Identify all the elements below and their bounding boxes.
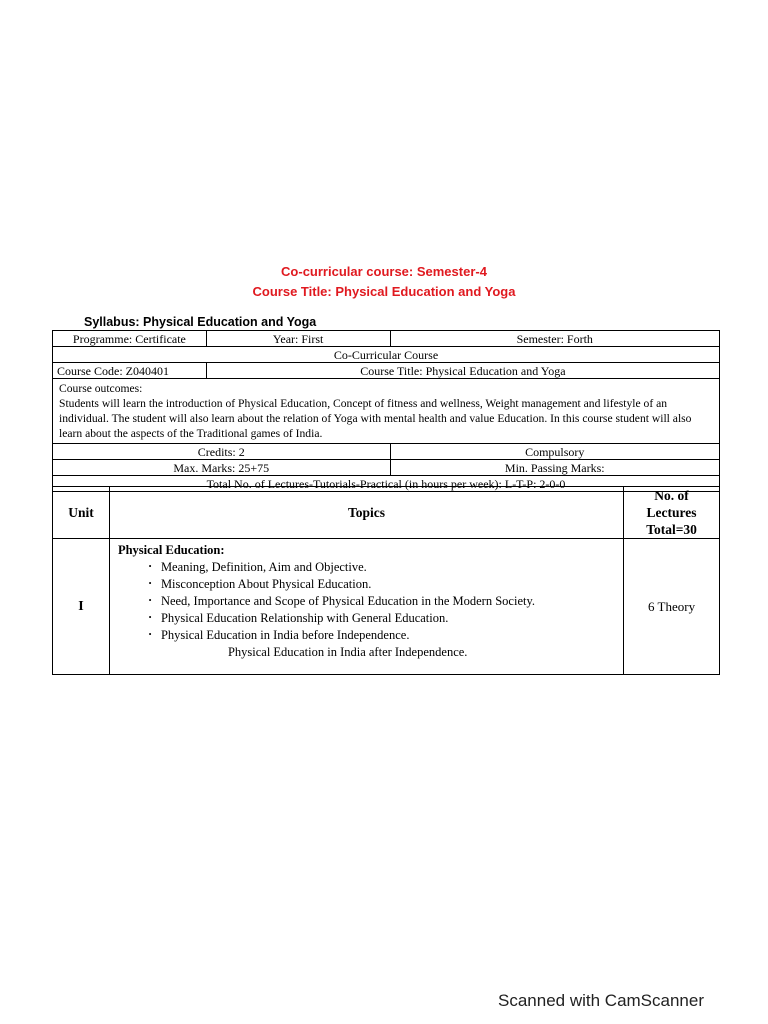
course-heading: Co-curricular course: Semester-4 (281, 264, 487, 279)
meta-row-programme (53, 331, 720, 347)
outcomes-text: Students will learn the introduction of Physical Education, Concept of fitness and wellness, Weight management and lifestyle of an individual. The student will also learn about the relation of Yoga with mental health and value Education. In this course student will also learn about the aspects of the Traditional games of India. (59, 397, 692, 440)
credits-cell: Credits: 2 (53, 444, 391, 460)
topics-cell (109, 539, 623, 675)
course-title-cell: Course Title: Physical Education and Yoga (206, 363, 719, 379)
year-cell: Year: First (206, 331, 390, 347)
meta-row-outcomes (53, 379, 720, 444)
list-item: · Need, Importance and Scope of Physical Education in the Modern Society. (148, 593, 615, 610)
max-marks-cell: Max. Marks: 25+75 (53, 460, 391, 476)
lectures-header: No. of Lectures Total=30 (624, 487, 720, 539)
semester-cell: Semester: Forth (390, 331, 720, 347)
min-passing-cell: Min. Passing Marks: (390, 460, 720, 476)
unit-header: Unit (53, 487, 110, 539)
meta-row-course-type (53, 347, 720, 363)
units-table (52, 486, 720, 675)
compulsory-cell: Compulsory (390, 444, 720, 460)
outcomes-label: Course outcomes: (59, 382, 143, 395)
topic-extra-item: Physical Education in India after Independence. (227, 645, 468, 659)
list-item: · Physical Education in India before Independence. (148, 627, 615, 644)
list-item: · Physical Education Relationship with General Education. (148, 610, 615, 627)
meta-row-marks (53, 460, 720, 476)
programme-cell: Programme: Certificate (53, 331, 207, 347)
course-meta-table (52, 330, 720, 492)
meta-row-credits (53, 444, 720, 460)
list-item: · Meaning, Definition, Aim and Objective. (148, 559, 615, 576)
course-outcomes-cell (53, 379, 720, 444)
meta-row-code-title (53, 363, 720, 379)
unit-number: I (53, 539, 110, 675)
table-row (53, 539, 720, 675)
syllabus-title: Syllabus: Physical Education and Yoga (84, 315, 317, 329)
list-item: · Misconception About Physical Education. (148, 576, 615, 593)
course-code-cell: Course Code: Z040401 (53, 363, 207, 379)
lectures-count: 6 Theory (624, 539, 720, 675)
course-title-heading: Course Title: Physical Education and Yoga (252, 284, 516, 299)
topic-list (148, 559, 615, 644)
camscanner-watermark: Scanned with CamScanner (498, 991, 705, 1010)
topic-title: Physical Education: (117, 543, 225, 557)
total-lectures-cell: Total No. of Lectures-Tutorials-Practical (in hours per week): L-T-P: 2-0-0 (53, 476, 720, 492)
units-header-row (53, 487, 720, 539)
course-type-cell: Co-Curricular Course (53, 347, 720, 363)
topics-header: Topics (109, 487, 623, 539)
